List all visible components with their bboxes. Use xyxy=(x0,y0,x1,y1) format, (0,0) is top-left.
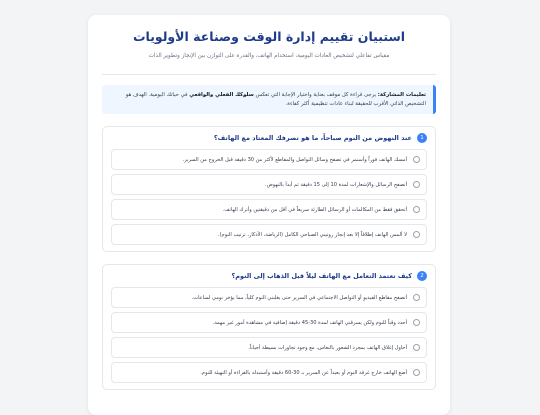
answer-option[interactable] xyxy=(111,312,427,333)
question-number-badge: 2 xyxy=(417,271,427,281)
question-header xyxy=(111,133,427,143)
radio-button[interactable] xyxy=(413,156,420,163)
question-text: كيف تعتمد التعامل مع الهاتف ليلاً قبل الذهاب إلى النوم؟ xyxy=(231,272,412,280)
answer-option[interactable] xyxy=(111,199,427,220)
radio-button[interactable] xyxy=(413,369,420,376)
option-label: لا ألمس الهاتف إطلاقاً إلا بعد إنجاز روتيني الصباحي الكامل (الرياضة، الأذكار، ترتيب النوم). xyxy=(217,231,407,238)
option-label: أحدد وقتاً للنوم ولكن يسرقني الهاتف لمدة 30-45 دقيقة إضافية في مشاهدة أمور غير مهمة. xyxy=(212,319,407,326)
option-label: أحاول إغلاق الهاتف بمجرد الشعور بالنعاس، مع وجود تجاوزات بسيطة أحياناً. xyxy=(248,344,407,351)
notice-text-1: يرجى قراءة كل موقف بعناية واختيار الإجابة التي تعكس xyxy=(253,92,378,98)
option-label: أتصفح الرسائل والإشعارات لمدة 10 إلى 15 دقيقة ثم أبدأ بالنهوض. xyxy=(264,181,407,188)
notice-emphasis: سلوكك الفعلي والواقعي xyxy=(189,92,254,98)
option-label: أمسك الهاتف فوراً وأستمر في تصفح وسائل التواصل والمقاطع لأكثر من 30 دقيقة قبل الخروج من السرير. xyxy=(182,156,407,163)
notice-label: تعليمات المشاركة: xyxy=(377,92,426,98)
answer-option[interactable] xyxy=(111,224,427,245)
notice-text-2: في حياتك اليومية. الهدف هو التشخيص الذاتي الأقرب للحقيقة لبناء عادات تنظيمية أكثر كفاءة. xyxy=(125,92,426,107)
radio-button[interactable] xyxy=(413,181,420,188)
option-label: أتصفح مقاطع الفيديو أو التواصل الاجتماعي في السرير حتى يغلبني النوم كلياً، مما يؤخر نومي لساعات. xyxy=(191,294,407,301)
instructions-notice xyxy=(102,85,436,114)
question-2 xyxy=(102,264,436,390)
question-text: عند النهوض من النوم صباحاً، ما هو تصرفك المعتاد مع الهاتف؟ xyxy=(213,134,412,142)
answer-option[interactable] xyxy=(111,287,427,308)
option-label: أضع الهاتف خارج غرفة النوم أو بعيداً عن السرير بـ 30-60 دقيقة وأستبدله بالقراءة أو التهيئة للنوم. xyxy=(200,369,407,376)
question-number-badge: 1 xyxy=(417,133,427,143)
radio-button[interactable] xyxy=(413,319,420,326)
answer-option[interactable] xyxy=(111,149,427,170)
page-subtitle: مقياس تفاعلي لتشخيص العادات اليومية، استخدام الهاتف، والقدرة على التوازن بين الإنجاز وتطوير الذات xyxy=(148,53,390,59)
survey-card xyxy=(88,15,450,415)
radio-button[interactable] xyxy=(413,231,420,238)
page-title: استبيان تقييم إدارة الوقت وصناعة الأولويات xyxy=(132,29,406,44)
radio-button[interactable] xyxy=(413,206,420,213)
option-label: أتحقق فقط من المكالمات أو الرسائل الطارئة سريعاً في أقل من دقيقتين وأترك الهاتف. xyxy=(222,206,407,213)
answer-option[interactable] xyxy=(111,337,427,358)
answer-option[interactable] xyxy=(111,174,427,195)
radio-button[interactable] xyxy=(413,294,420,301)
question-header xyxy=(111,271,427,281)
answer-option[interactable] xyxy=(111,362,427,383)
radio-button[interactable] xyxy=(413,344,420,351)
header-divider xyxy=(102,74,436,75)
question-1 xyxy=(102,126,436,252)
